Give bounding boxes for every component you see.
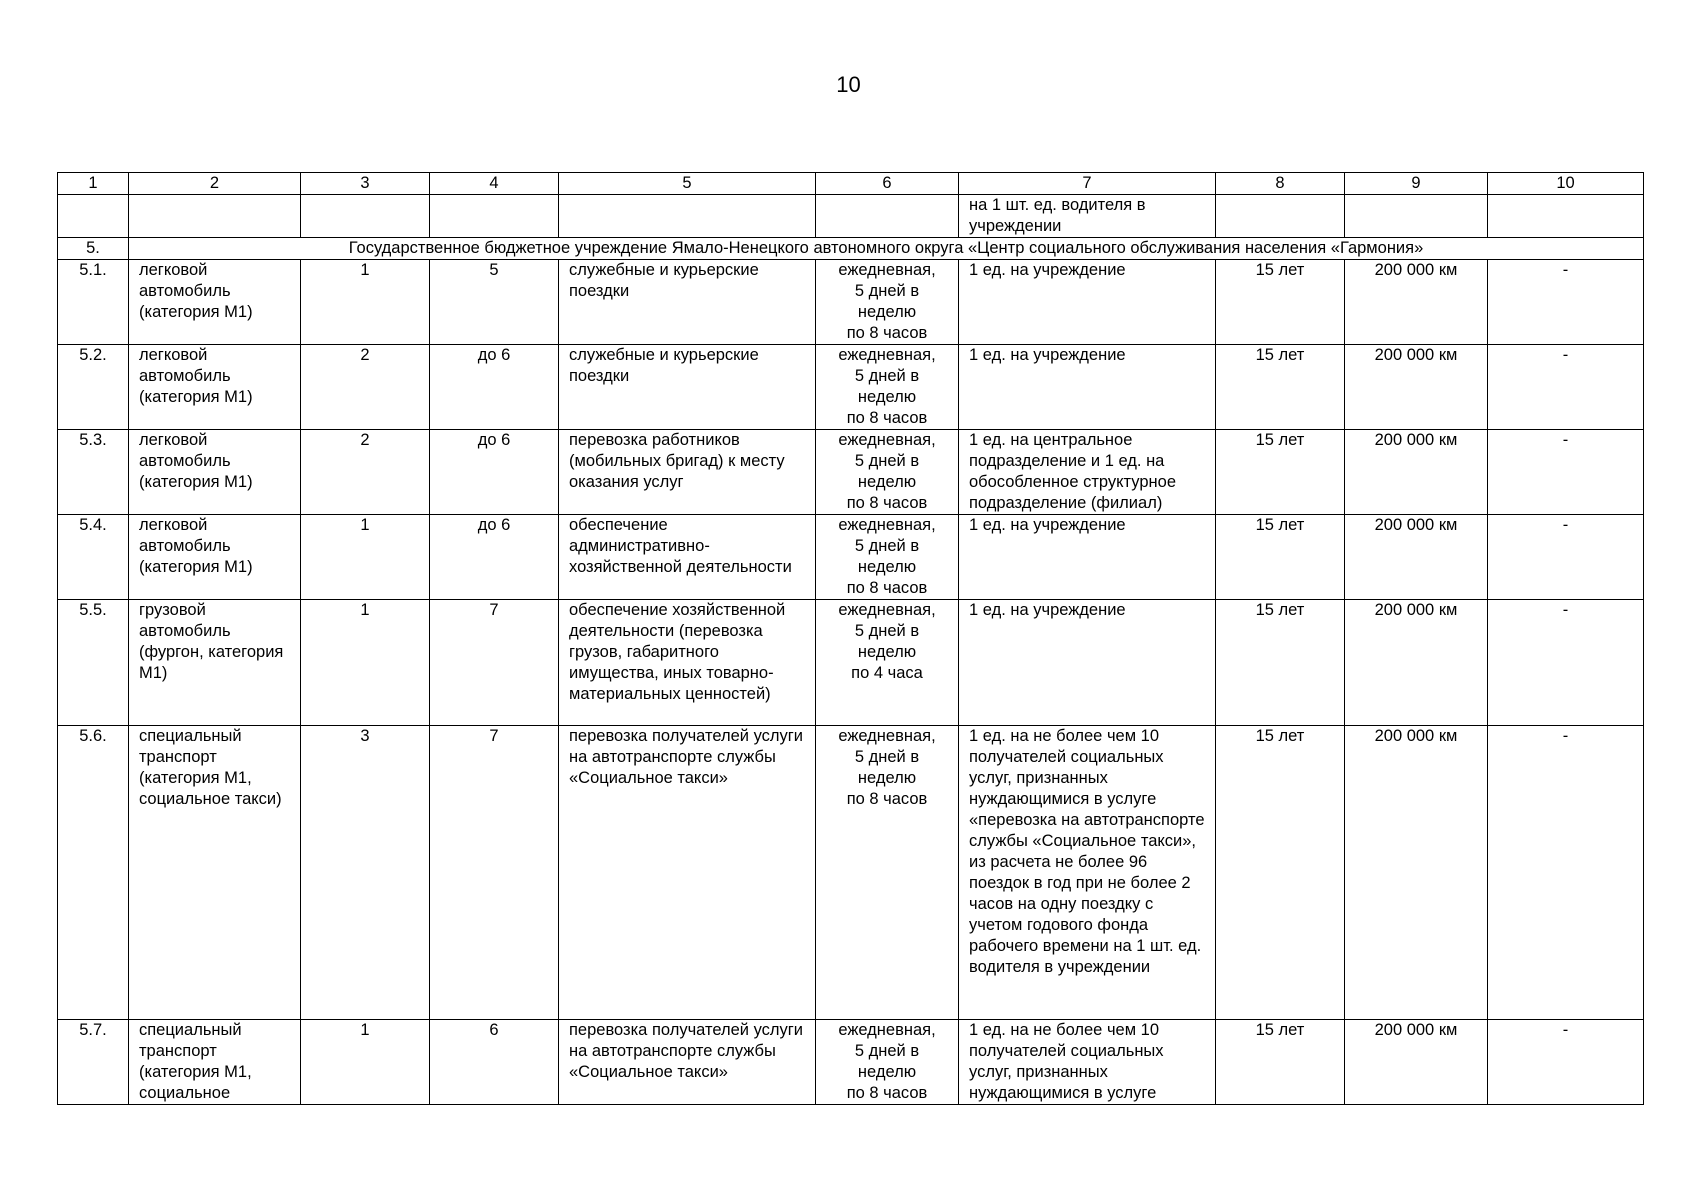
row-number: 5.3.: [58, 430, 129, 515]
service-term: 15 лет: [1216, 260, 1345, 345]
mileage: 200 000 км: [1345, 726, 1488, 1020]
continuation-row: [58, 195, 1644, 238]
service-term: 15 лет: [1216, 1020, 1345, 1105]
usage-norm: 1 ед. на учреждение: [959, 600, 1216, 726]
column-number: 9: [1345, 173, 1488, 195]
note: -: [1488, 345, 1644, 430]
usage-purpose: служебные и курьерские поездки: [559, 345, 816, 430]
usage-mode: ежедневная, 5 дней в неделю по 8 часов: [816, 260, 959, 345]
section-number: 5.: [58, 238, 129, 260]
seat-count: 5: [430, 260, 559, 345]
usage-purpose: обеспечение административно-хозяйственной деятельности: [559, 515, 816, 600]
table-row: [58, 260, 1644, 345]
vehicle-quantity: 2: [301, 345, 430, 430]
vehicle-type: легковой автомобиль (категория M1): [129, 430, 301, 515]
usage-purpose: перевозка получателей услуги на автотранспорте службы «Социальное такси»: [559, 1020, 816, 1105]
mileage: 200 000 км: [1345, 345, 1488, 430]
usage-mode: ежедневная, 5 дней в неделю по 8 часов: [816, 1020, 959, 1105]
column-number: 4: [430, 173, 559, 195]
seat-count: до 6: [430, 345, 559, 430]
usage-mode: ежедневная, 5 дней в неделю по 8 часов: [816, 430, 959, 515]
column-number: 2: [129, 173, 301, 195]
row-number: 5.2.: [58, 345, 129, 430]
table-row: [58, 600, 1644, 726]
vehicle-quantity: 1: [301, 600, 430, 726]
vehicle-quantity: 3: [301, 726, 430, 1020]
usage-norm: 1 ед. на не более чем 10 получателей социальных услуг, признанных нуждающимися в услуге: [959, 1020, 1216, 1105]
section-title: Государственное бюджетное учреждение Ямало-Ненецкого автономного округа «Центр социального обслуживания населения «Гармония»: [129, 238, 1644, 260]
column-number: 6: [816, 173, 959, 195]
column-number: 7: [959, 173, 1216, 195]
note: -: [1488, 430, 1644, 515]
table-row: [58, 345, 1644, 430]
table-row: [58, 430, 1644, 515]
mileage: 200 000 км: [1345, 515, 1488, 600]
mileage: 200 000 км: [1345, 430, 1488, 515]
usage-mode: ежедневная, 5 дней в неделю по 8 часов: [816, 345, 959, 430]
vehicle-quantity: 1: [301, 515, 430, 600]
vehicle-type: легковой автомобиль (категория M1): [129, 515, 301, 600]
seat-count: 6: [430, 1020, 559, 1105]
vehicle-type: специальный транспорт (категория M1, социальное: [129, 1020, 301, 1105]
note: -: [1488, 515, 1644, 600]
usage-norm: 1 ед. на учреждение: [959, 260, 1216, 345]
column-number: 8: [1216, 173, 1345, 195]
column-number: 10: [1488, 173, 1644, 195]
mileage: 200 000 км: [1345, 260, 1488, 345]
vehicle-type: грузовой автомобиль (фургон, категория M1): [129, 600, 301, 726]
service-term: 15 лет: [1216, 430, 1345, 515]
vehicle-type: легковой автомобиль (категория M1): [129, 260, 301, 345]
usage-purpose: перевозка получателей услуги на автотранспорте службы «Социальное такси»: [559, 726, 816, 1020]
continuation-norm-cell: на 1 шт. ед. водителя в учреждении: [959, 195, 1216, 238]
usage-purpose: обеспечение хозяйственной деятельности (перевозка грузов, габаритного имущества, иных товарно-материальных ценностей): [559, 600, 816, 726]
page-number: 10: [836, 72, 861, 97]
usage-norm: 1 ед. на учреждение: [959, 345, 1216, 430]
row-number: 5.6.: [58, 726, 129, 1020]
usage-norm: 1 ед. на не более чем 10 получателей социальных услуг, признанных нуждающимися в услуге «перевозка на автотранспорте службы «Социальное такси», из расчета не более 96 поездок в год при не более 2 часов на одну поездку с учетом годового фонда рабочего времени на 1 шт. ед. водителя в учреждении: [959, 726, 1216, 1020]
usage-mode: ежедневная, 5 дней в неделю по 8 часов: [816, 515, 959, 600]
service-term: 15 лет: [1216, 515, 1345, 600]
table-row: [58, 726, 1644, 1020]
note: -: [1488, 600, 1644, 726]
usage-mode: ежедневная, 5 дней в неделю по 8 часов: [816, 726, 959, 1020]
vehicle-quantity: 2: [301, 430, 430, 515]
usage-norm: 1 ед. на учреждение: [959, 515, 1216, 600]
seat-count: до 6: [430, 515, 559, 600]
note: -: [1488, 1020, 1644, 1105]
column-number: 5: [559, 173, 816, 195]
row-number: 5.5.: [58, 600, 129, 726]
note: -: [1488, 726, 1644, 1020]
mileage: 200 000 км: [1345, 600, 1488, 726]
service-term: 15 лет: [1216, 600, 1345, 726]
usage-purpose: перевозка работников (мобильных бригад) к месту оказания услуг: [559, 430, 816, 515]
column-number: 3: [301, 173, 430, 195]
service-term: 15 лет: [1216, 345, 1345, 430]
seat-count: 7: [430, 726, 559, 1020]
service-term: 15 лет: [1216, 726, 1345, 1020]
vehicle-type: специальный транспорт (категория M1, социальное такси): [129, 726, 301, 1020]
vehicle-type: легковой автомобиль (категория M1): [129, 345, 301, 430]
column-number: 1: [58, 173, 129, 195]
usage-mode: ежедневная, 5 дней в неделю по 4 часа: [816, 600, 959, 726]
row-number: 5.1.: [58, 260, 129, 345]
note: -: [1488, 260, 1644, 345]
usage-purpose: служебные и курьерские поездки: [559, 260, 816, 345]
row-number: 5.4.: [58, 515, 129, 600]
vehicle-quantity: 1: [301, 260, 430, 345]
table-row: [58, 1020, 1644, 1105]
vehicle-quantity: 1: [301, 1020, 430, 1105]
column-numbers-row: [58, 173, 1644, 195]
row-number: 5.7.: [58, 1020, 129, 1105]
seat-count: 7: [430, 600, 559, 726]
section-row: [58, 238, 1644, 260]
table-row: [58, 515, 1644, 600]
mileage: 200 000 км: [1345, 1020, 1488, 1105]
seat-count: до 6: [430, 430, 559, 515]
usage-norm: 1 ед. на центральное подразделение и 1 ед. на обособленное структурное подразделение (филиал): [959, 430, 1216, 515]
vehicle-norms-table: [57, 172, 1644, 1105]
